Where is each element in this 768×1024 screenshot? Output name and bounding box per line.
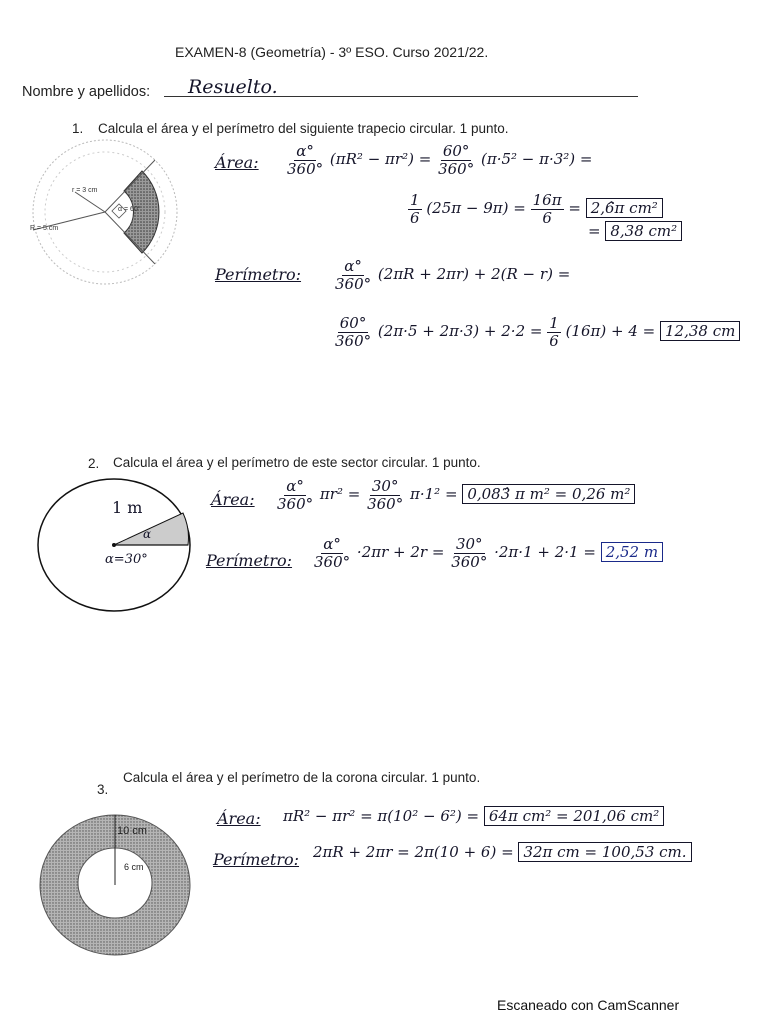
name-underline [164, 96, 638, 97]
q2-perimeter-label: Perímetro: [206, 551, 293, 570]
q1-annulus-sector-figure [20, 140, 190, 290]
fraction-den: 6 [410, 208, 420, 227]
q3-fig-inner: 6 cm [124, 862, 144, 872]
q1-number: 1. [72, 121, 84, 136]
fraction [449, 536, 489, 570]
fraction-den: 360° [335, 274, 372, 293]
fraction [285, 143, 325, 177]
q2-fig-angle: α=30° [105, 552, 148, 567]
fraction-den: 6 [549, 331, 559, 350]
fraction-num: α° [296, 142, 314, 160]
fraction-den: 360° [451, 552, 488, 571]
scanner-watermark: Escaneado con CamScanner [497, 997, 680, 1013]
equals-sign: = [588, 222, 601, 240]
fraction-num: 60° [442, 142, 470, 160]
q3-area-result: 64π cm² = 201,06 cm² [484, 806, 664, 826]
q1-area-line1 [285, 143, 593, 177]
fraction-num: α° [344, 257, 362, 275]
q1-area-line3 [588, 222, 682, 240]
exam-title: EXAMEN-8 (Geometría) - 3º ESO. Curso 2021/22. [175, 44, 489, 60]
fraction [333, 315, 373, 349]
area-expr: πR² − πr² = π(10² − 6²) = [283, 807, 480, 825]
q1-perimeter-result: 12,38 cm [660, 321, 740, 341]
q3-perimeter-result: 32π cm = 100,53 cm. [518, 842, 691, 862]
fraction-num: 30° [371, 477, 399, 495]
q1-prompt: Calcula el área y el perímetro del siguiente trapecio circular. 1 punto. [98, 121, 509, 136]
fraction-num: 1 [410, 191, 420, 209]
fraction [333, 258, 373, 292]
q3-perimeter-line [313, 843, 692, 861]
q1-area-result-decimal: 8,38 cm² [605, 221, 682, 241]
q2-number: 2. [88, 456, 100, 471]
q1-fig-r-inner: r = 3 cm [72, 187, 98, 194]
fraction [365, 478, 405, 512]
fraction-den: 6 [542, 208, 552, 227]
q1-area-label: Área: [215, 153, 259, 172]
perimeter-expr: 2πR + 2πr = 2π(10 + 6) = [313, 843, 514, 861]
q1-fig-angle: α = 60° [118, 206, 141, 213]
fraction-den: 360° [367, 494, 404, 513]
area-expr: (πR² − πr²) = [329, 150, 432, 168]
fraction [436, 143, 476, 177]
q2-prompt: Calcula el área y el perímetro de este sector circular. 1 punto. [113, 455, 481, 470]
q3-fig-outer: 10 cm [117, 825, 147, 837]
q1-perimeter-label: Perímetro: [215, 265, 302, 284]
sector-shaded [114, 513, 188, 545]
fraction [312, 536, 352, 570]
fraction-num: 1 [549, 314, 559, 332]
name-value: Resuelto. [188, 76, 278, 98]
fraction [275, 478, 315, 512]
perimeter-expr: (2π·5 + 2π·3) + 2·2 = [377, 322, 543, 340]
fraction-den: 360° [314, 552, 351, 571]
q2-fig-radius: 1 m [112, 498, 143, 517]
fraction-num: α° [323, 535, 341, 553]
perimeter-expr: ·2πr + 2r = [356, 543, 445, 561]
q1-perimeter-line2 [333, 315, 740, 349]
q1-area-result-exact: 2,6̂π cm² [586, 198, 663, 218]
perimeter-expr: ·2π·1 + 2·1 = [494, 543, 596, 561]
name-label: Nombre y apellidos: [22, 84, 151, 100]
sector-center [112, 543, 116, 547]
fraction-den: 360° [335, 331, 372, 350]
fraction-num: 30° [455, 535, 483, 553]
area-expr: (π·5² − π·3²) = [480, 150, 593, 168]
q2-area-line [275, 478, 635, 512]
fraction-num: 60° [339, 314, 367, 332]
fraction-num: 16π [532, 191, 562, 209]
q3-number: 3. [97, 782, 109, 797]
fraction-den: 360° [438, 159, 475, 178]
area-expr: πr² = [319, 485, 361, 503]
q2-area-result: 0,083̂ π m² = 0,26 m² [462, 484, 635, 504]
q3-area-label: Área: [217, 809, 261, 828]
perimeter-expr: (16π) + 4 = [565, 322, 656, 340]
fraction [547, 315, 561, 349]
q2-fig-alpha: α [143, 527, 152, 541]
perimeter-expr: (2πR + 2πr) + 2(R − r) = [377, 265, 571, 283]
q2-area-label: Área: [211, 490, 255, 509]
q3-area-line [283, 807, 664, 825]
q2-perimeter-result: 2,52 m [601, 542, 663, 562]
q2-perimeter-line [312, 536, 663, 570]
fraction-num: α° [286, 477, 304, 495]
radius-r-line [75, 192, 105, 212]
fraction-den: 360° [277, 494, 314, 513]
fraction [408, 192, 422, 226]
area-expr: (25π − 9π) = [426, 199, 526, 217]
fraction [531, 192, 564, 226]
area-expr: π·1² = [410, 485, 458, 503]
q1-perimeter-line1 [333, 258, 570, 292]
equals-sign: = [568, 199, 581, 217]
q3-annulus-figure [40, 815, 190, 955]
fraction-den: 360° [287, 159, 324, 178]
q1-fig-r-outer: R = 5 cm [30, 225, 59, 232]
q3-perimeter-label: Perímetro: [213, 850, 300, 869]
q3-prompt: Calcula el área y el perímetro de la corona circular. 1 punto. [123, 770, 481, 785]
